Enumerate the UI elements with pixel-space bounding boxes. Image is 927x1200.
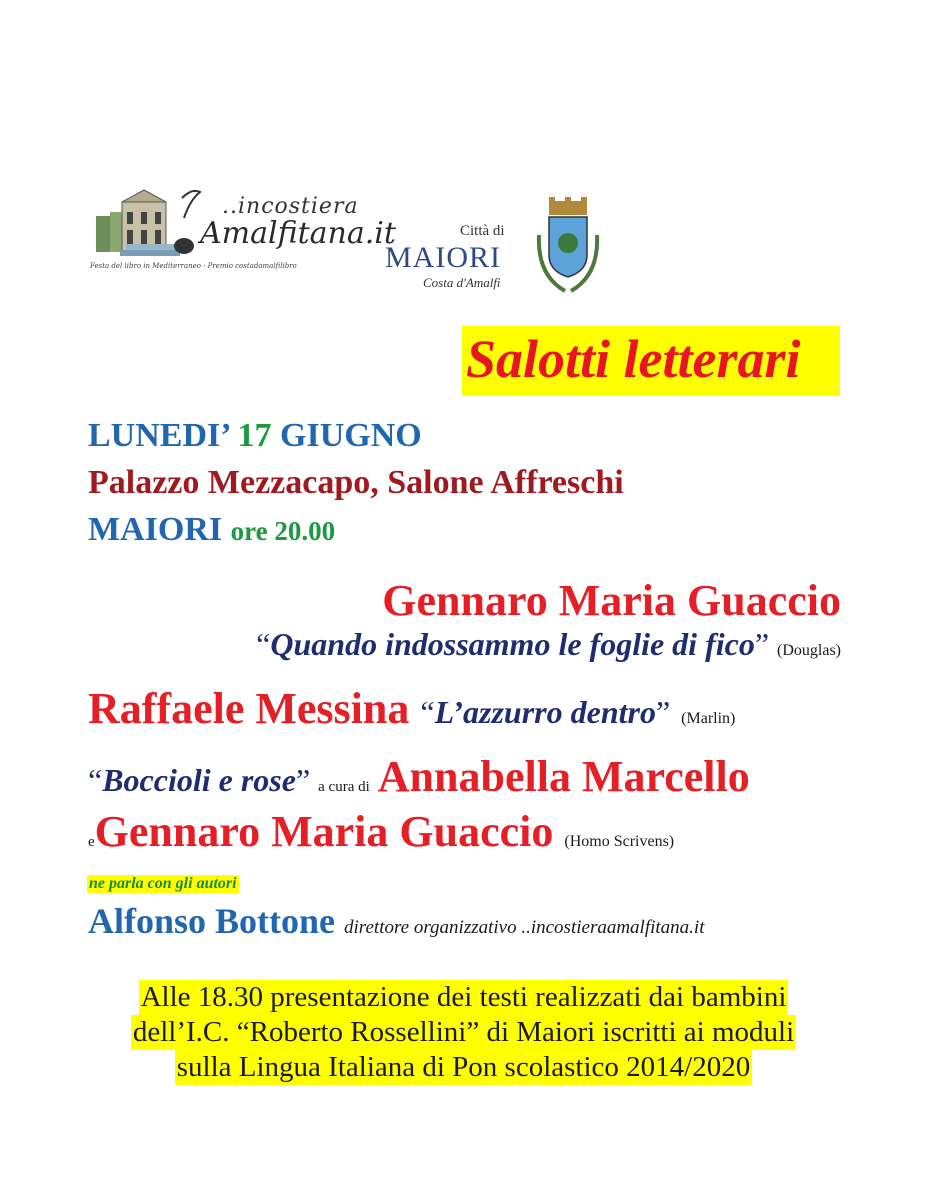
library-building-icon: [90, 188, 202, 260]
logo-text-amalfitana: Amalfitana.it: [200, 216, 396, 251]
event-venue: Palazzo Mezzacapo, Salone Affreschi: [88, 464, 624, 501]
event-time: ore 20.00: [230, 516, 336, 546]
event-month: GIUGNO: [280, 417, 422, 454]
author-gennaro-maria-guaccio: Gennaro Maria Guaccio: [382, 576, 841, 625]
event-place-time: [88, 511, 335, 549]
conjunction-e: e: [88, 834, 95, 850]
book-line-3: “Boccioli e rose” a cura di Annabella Marcello: [88, 752, 750, 801]
event-date-number: 17: [237, 417, 272, 454]
author-gennaro-maria-guaccio-2: Gennaro Maria Guaccio: [94, 807, 554, 856]
moderator-name: Alfonso Bottone: [88, 901, 336, 941]
maiori-logo: [385, 195, 605, 300]
event-title-banner: [462, 326, 840, 396]
logo-text-incostiera: ..incostiera: [222, 194, 359, 219]
incostiera-amalfitana-logo: [90, 188, 396, 278]
logo-tagline: Festa del libro in Mediterraneo · Premio costadamalfilibro: [90, 262, 297, 270]
book-title-1: Quando indossammo le foglie di fico: [270, 626, 755, 662]
publisher-2: (Marlin): [681, 710, 736, 727]
moderator-role: direttore organizzativo ..incostieraamalfitana.it: [344, 917, 705, 938]
children-presentation-note: [0, 980, 927, 1085]
coat-of-arms-icon: [535, 195, 601, 301]
note-line-1: Alle 18.30 presentazione dei testi realizzati dai bambini: [140, 981, 787, 1013]
logo-costa-amalfi: Costa d'Amalfi: [423, 275, 501, 290]
author-line-4: [88, 806, 674, 857]
event-title: Salotti letterari: [466, 329, 801, 389]
event-town: MAIORI: [88, 511, 223, 548]
book-title-3: Boccioli e rose: [102, 762, 296, 798]
curated-by-label: a cura di: [318, 779, 370, 795]
publisher-1: (Douglas): [777, 642, 841, 659]
moderator-intro: ne parla con gli autori: [89, 875, 237, 892]
logo-maiori: MAIORI: [385, 241, 501, 274]
author-annabella-marcello: Annabella Marcello: [377, 752, 750, 801]
note-line-3: sulla Lingua Italiana di Pon scolastico 2014/2020: [176, 1051, 751, 1083]
event-day: LUNEDI’: [88, 417, 230, 454]
author-line-2: Raffaele Messina “L’azzurro dentro” (Marlin): [88, 684, 736, 733]
logo-citta-di: Città di: [460, 223, 505, 239]
book-line-1: “Quando indossammo le foglie di fico” (Douglas): [256, 626, 841, 662]
note-line-2: dell’I.C. “Roberto Rossellini” di Maiori iscritti ai moduli: [132, 1016, 795, 1048]
publisher-3: (Homo Scrivens): [564, 833, 675, 850]
moderator-line: [88, 900, 704, 942]
event-date: [88, 417, 422, 455]
book-title-2: L’azzurro dentro: [434, 694, 656, 730]
author-raffaele-messina: Raffaele Messina: [88, 684, 410, 733]
